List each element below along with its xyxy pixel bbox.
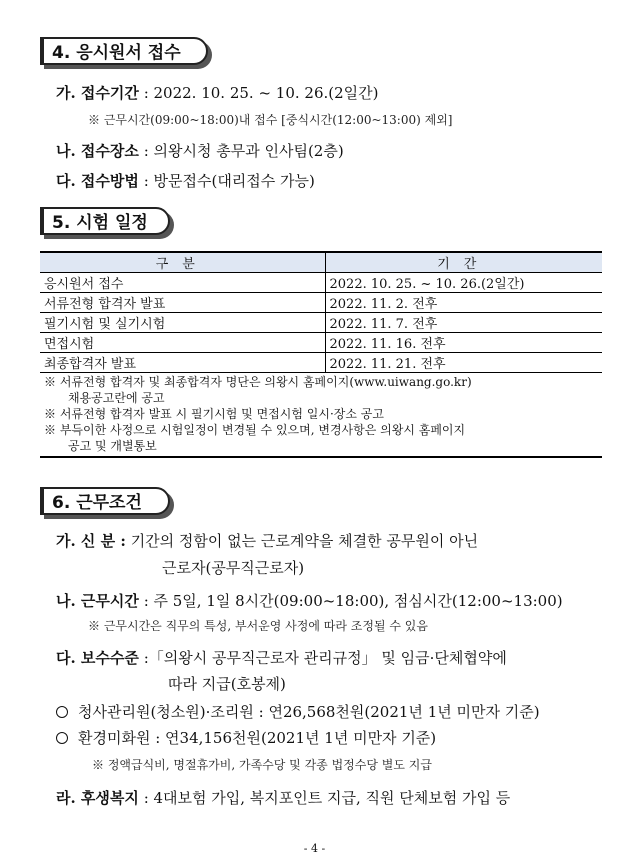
table-row <box>40 333 602 353</box>
section-4-title-text: 4. 응시원서 접수 <box>52 43 181 63</box>
receipt-method-label: 다. 접수방법 <box>56 172 139 190</box>
schedule-cell: 서류전형 합격자 발표 <box>40 293 325 313</box>
schedule-header-category: 구분 <box>40 252 325 273</box>
receipt-period <box>56 82 379 103</box>
schedule-note: ※ 부득이한 사정으로 시험일정이 변경될 수 있으며, 변경사항은 의왕시 홈페이지 <box>44 423 466 437</box>
pay-level-value: :「의왕시 공무직근로자 관리규정」 및 임금·단체협약에 <box>143 649 507 667</box>
schedule-cell: 면접시험 <box>40 333 325 353</box>
circle-bullet-icon <box>56 732 68 744</box>
schedule-note: 채용공고란에 공고 <box>68 391 165 405</box>
pay-level <box>56 647 507 668</box>
section-5-title <box>40 207 170 235</box>
pay-item-1 <box>56 701 540 722</box>
receipt-period-note: ※ 근무시간(09:00~18:00)내 접수 [중식시간(12:00~13:00) 제외] <box>88 113 453 127</box>
work-hours-label: 나. 근무시간 <box>56 592 139 610</box>
section-6-title-text: 6. 근무조건 <box>52 493 142 513</box>
schedule-cell: 필기시험 및 실기시험 <box>40 313 325 333</box>
welfare <box>56 787 510 808</box>
receipt-place-label: 나. 접수장소 <box>56 142 139 160</box>
employment-status-label: 가. 신 분 : <box>56 532 126 550</box>
receipt-method <box>56 170 315 191</box>
receipt-place <box>56 140 344 161</box>
table-row <box>40 273 602 293</box>
pay-note: ※ 정액급식비, 명절휴가비, 가족수당 및 각종 법정수당 별도 지급 <box>92 758 432 772</box>
schedule-cell: 2022. 11. 2. 전후 <box>325 293 602 313</box>
page-number: - 4 - <box>303 842 326 855</box>
section-6-title <box>40 487 170 515</box>
welfare-label: 라. 후생복지 <box>56 789 139 807</box>
table-row <box>40 353 602 373</box>
schedule-cell: 2022. 10. 25. ~ 10. 26.(2일간) <box>325 273 602 293</box>
receipt-period-value: : 2022. 10. 25. ~ 10. 26.(2일간) <box>143 84 379 102</box>
schedule-note: ※ 서류전형 합격자 발표 시 필기시험 및 면접시험 일시·장소 공고 <box>44 407 384 421</box>
receipt-place-value: : 의왕시청 총무과 인사팀(2층) <box>143 142 344 160</box>
receipt-method-value: : 방문접수(대리접수 가능) <box>143 172 315 190</box>
schedule-cell: 최종합격자 발표 <box>40 353 325 373</box>
employment-status <box>56 530 478 551</box>
schedule-note: 공고 및 개별통보 <box>68 439 157 453</box>
welfare-value: : 4대보험 가입, 복지포인트 지급, 직원 단체보험 가입 등 <box>143 789 511 807</box>
table-row <box>40 293 602 313</box>
pay-level-cont: 따라 지급(호봉제) <box>168 675 286 693</box>
receipt-period-label: 가. 접수기간 <box>56 84 139 102</box>
circle-bullet-icon <box>56 706 68 718</box>
schedule-notes <box>40 374 602 458</box>
pay-item-2-text: 환경미화원 : 연34,156천원(2021년 1년 미만자 기준) <box>78 729 437 747</box>
pay-item-2 <box>56 727 436 748</box>
employment-status-value: 기간의 정함이 없는 근로계약을 체결한 공무원이 아닌 <box>130 532 479 550</box>
work-hours <box>56 590 563 611</box>
schedule-note: ※ 서류전형 합격자 및 최종합격자 명단은 의왕시 홈페이지(www.uiwang.go.kr) <box>44 375 472 389</box>
schedule-cell: 2022. 11. 7. 전후 <box>325 313 602 333</box>
section-4-title <box>40 37 208 65</box>
schedule-table <box>40 251 602 373</box>
schedule-header-period: 기간 <box>325 252 602 273</box>
schedule-header-row <box>40 252 602 273</box>
work-hours-note: ※ 근무시간은 직무의 특성, 부서운영 사정에 따라 조정될 수 있음 <box>88 619 428 633</box>
schedule-cell: 응시원서 접수 <box>40 273 325 293</box>
table-row <box>40 313 602 333</box>
pay-item-1-text: 청사관리원(청소원)·조리원 : 연26,568천원(2021년 1년 미만자 기준) <box>78 703 540 721</box>
schedule-cell: 2022. 11. 16. 전후 <box>325 333 602 353</box>
pay-level-label: 다. 보수수준 <box>56 649 139 667</box>
section-5-title-text: 5. 시험 일정 <box>52 213 148 233</box>
work-hours-value: : 주 5일, 1일 8시간(09:00~18:00), 점심시간(12:00~13:00) <box>143 592 563 610</box>
employment-status-cont: 근로자(공무직근로자) <box>162 559 305 577</box>
schedule-cell: 2022. 11. 21. 전후 <box>325 353 602 373</box>
